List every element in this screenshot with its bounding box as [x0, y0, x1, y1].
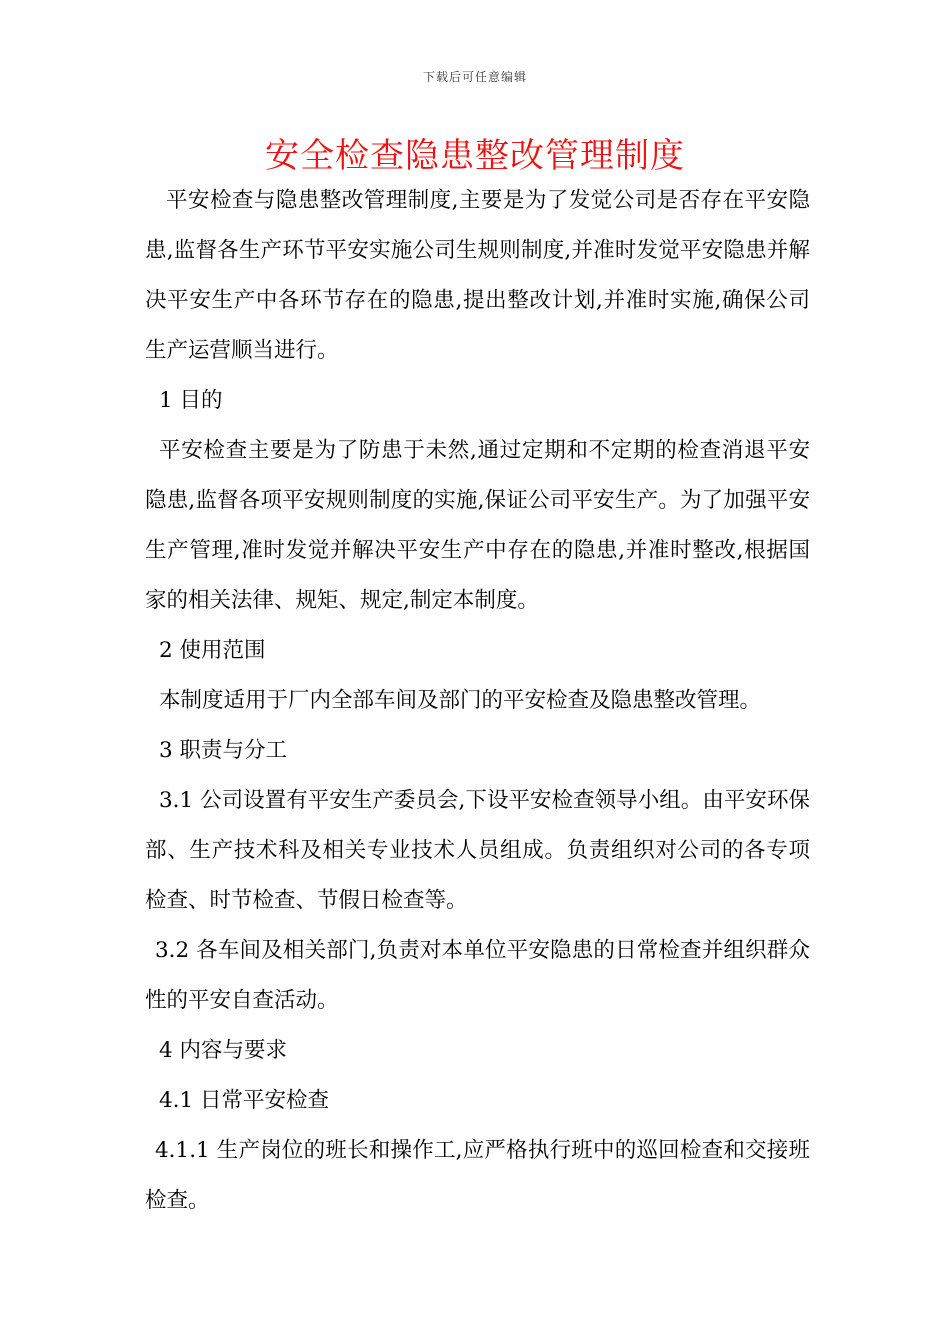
purpose-paragraph: 平安检查主要是为了防患于未然,通过定期和不定期的检查消退平安隐患,监督各项平安规则制度的实施,保证公司平安生产。为了加强平安生产管理,准时发觉并解决平安生产中存在的隐患,并准时整改,根据国家的相关法律、规矩、规定,制定本制度。: [145, 438, 810, 613]
duties-paragraph-3-2: 3.2 各车间及相关部门,负责对本单位平安隐患的日常检查并组织群众性的平安自查活动。: [145, 938, 810, 1013]
scope-paragraph: 本制度适用于厂内全部车间及部门的平安检查及隐患整改管理。: [159, 688, 762, 713]
daily-check-paragraph-4-1-1: 4.1.1 生产岗位的班长和操作工,应严格执行班中的巡回检查和交接班检查。: [145, 1138, 810, 1213]
subsection-heading-daily-check: 4.1 日常平安检查: [159, 1088, 330, 1113]
document-body: [145, 176, 810, 1226]
section-heading-duties: 3 职责与分工: [159, 738, 288, 763]
intro-paragraph: 平安检查与隐患整改管理制度,主要是为了发觉公司是否存在平安隐患,监督各生产环节平安实施公司生规则制度,并准时发觉平安隐患并解决平安生产中各环节存在的隐患,提出整改计划,并准时实施,确保公司生产运营顺当进行。: [145, 188, 810, 363]
section-heading-purpose: 1 目的: [159, 388, 223, 413]
duties-paragraph-3-1: 3.1 公司设置有平安生产委员会,下设平安检查领导小组。由平安环保部、生产技术科及相关专业技术人员组成。负责组织对公司的各专项检查、时节检查、节假日检查等。: [145, 788, 810, 913]
document-title: 安全检查隐患整改管理制度: [265, 136, 685, 176]
section-heading-content: 4 内容与要求: [159, 1038, 288, 1063]
header-note: 下载后可任意编辑: [422, 70, 527, 84]
section-heading-scope: 2 使用范围: [159, 638, 266, 663]
